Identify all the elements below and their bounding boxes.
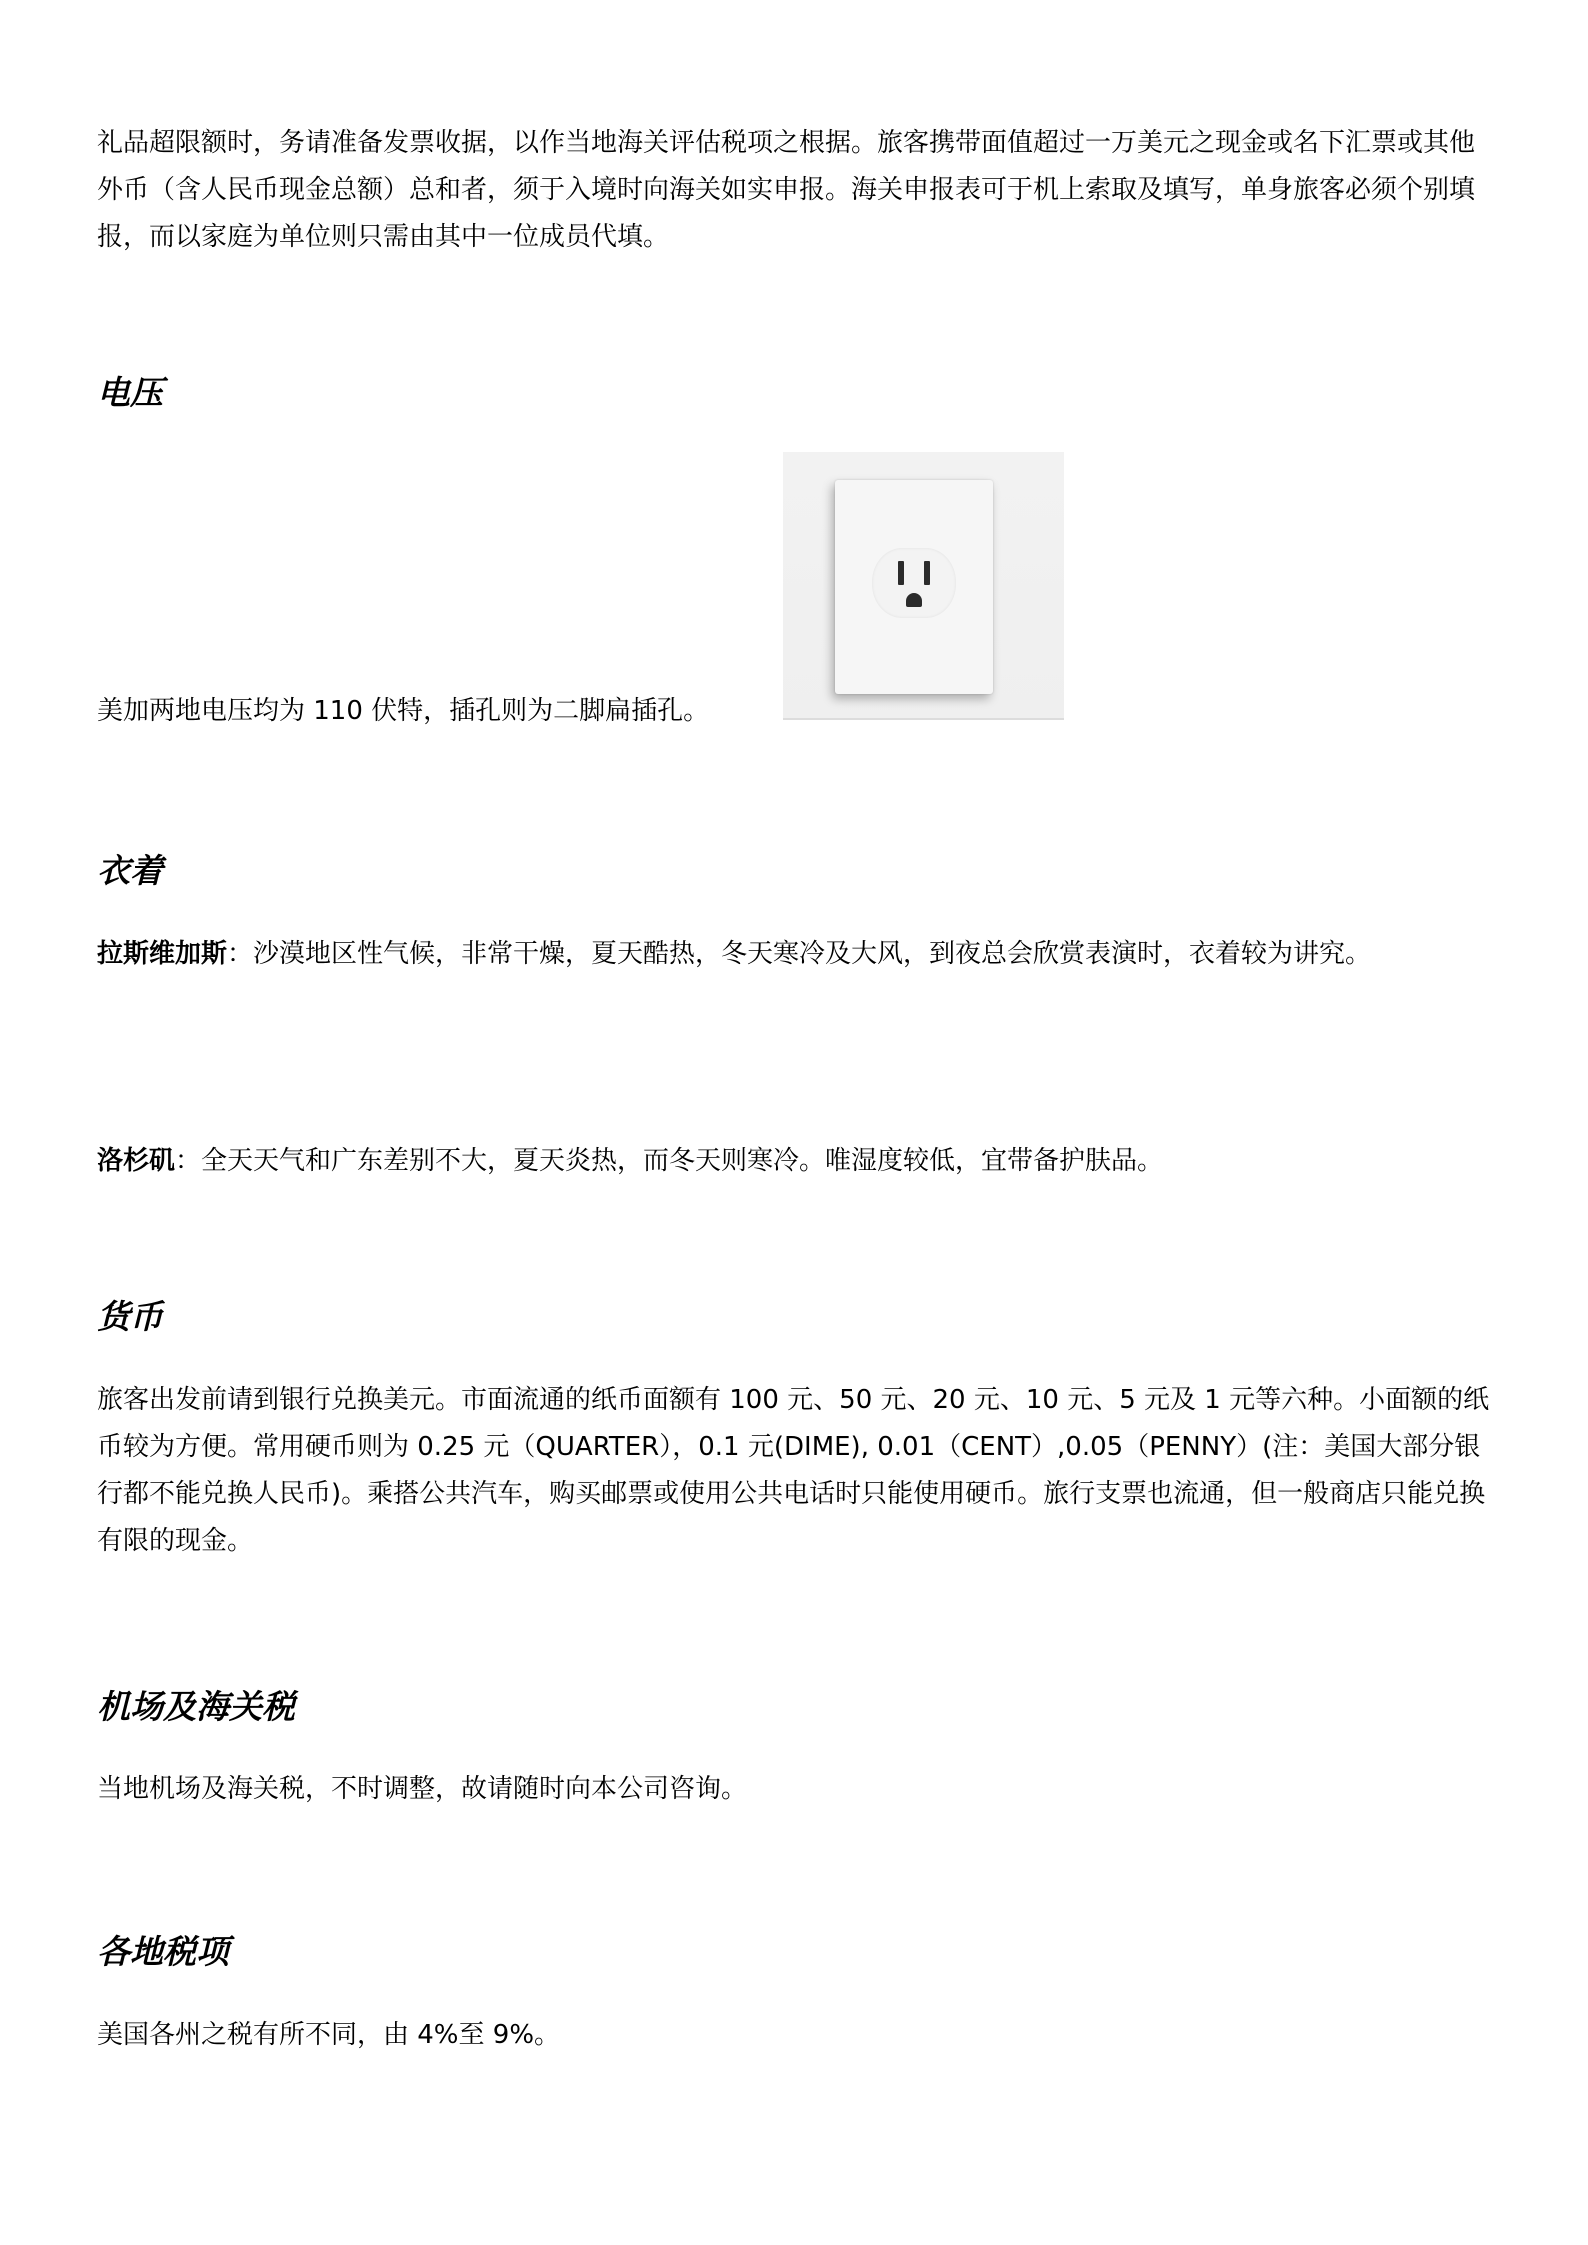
currency-paragraph: 旅客出发前请到银行兑换美元。市面流通的纸币面额有 100 元、50 元、20 元、10 元、5 元及 1 元等六种。小面额的纸币较为方便。常用硬币则为 0.25 元（QUARTER），0.1 元(DIME), 0.01（CENT）,0.05（PENNY）(注：美国大部分银行都不能兑换人民币)。乘搭公共汽车，购买邮票或使用公共电话时只能使用硬币。旅行支票也流通，但一般商店只能兑换有限的现金。	[97, 1385, 1490, 1556]
clothing-text-las-vegas: ：沙漠地区性气候，非常干燥，夏天酷热，冬天寒冷及大风，到夜总会欣赏表演时，衣着较为讲究。	[227, 939, 1372, 969]
section-heading-currency: 货币	[97, 1297, 163, 1336]
outlet-plate	[835, 480, 993, 694]
section-heading-voltage: 电压	[97, 373, 163, 412]
clothing-text-los-angeles: ：全天天气和广东差别不大，夏天炎热，而冬天则寒冷。唯湿度较低，宜带备护肤品。	[175, 1146, 1164, 1176]
airport-tax-paragraph: 当地机场及海关税，不时调整，故请随时向本公司咨询。	[97, 1774, 748, 1804]
section-heading-airport-tax: 机场及海关税	[97, 1687, 295, 1726]
intro-paragraph: 礼品超限额时，务请准备发票收据，以作当地海关评估税项之根据。旅客携带面值超过一万美元之现金或名下汇票或其他外币（含人民币现金总额）总和者，须于入境时向海关如实申报。海关申报表可于机上索取及填写，单身旅客必须个别填报，而以家庭为单位则只需由其中一位成员代填。	[97, 128, 1476, 252]
section-heading-local-tax: 各地税项	[97, 1932, 229, 1971]
city-label-los-angeles: 洛杉矶	[97, 1146, 176, 1176]
outlet-slot-right	[924, 561, 930, 585]
city-label-las-vegas: 拉斯维加斯	[97, 939, 228, 969]
outlet-slot-left	[898, 561, 904, 585]
clothing-item-los-angeles	[97, 1138, 1497, 1185]
local-tax-paragraph: 美国各州之税有所不同，由 4%至 9%。	[97, 2020, 561, 2050]
power-outlet-image	[783, 452, 1064, 720]
voltage-paragraph: 美加两地电压均为 110 伏特，插孔则为二脚扁插孔。	[97, 696, 710, 726]
power-outlet-icon	[872, 548, 956, 618]
section-heading-clothing: 衣着	[97, 851, 163, 890]
clothing-item-las-vegas	[97, 931, 1497, 978]
outlet-ground-hole	[906, 593, 922, 607]
